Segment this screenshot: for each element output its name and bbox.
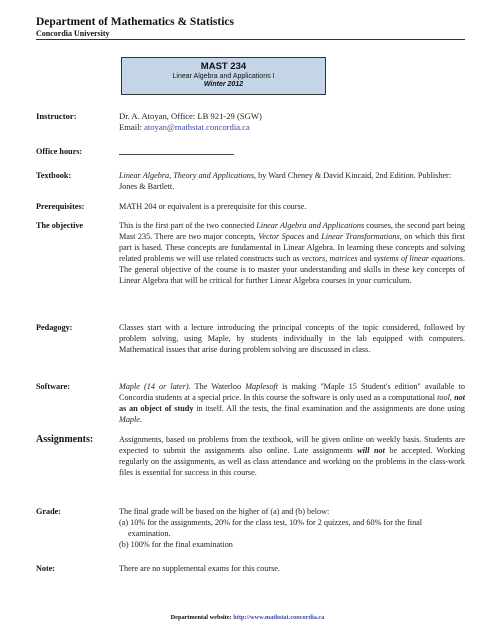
page-footer	[0, 614, 495, 621]
textbook-info	[119, 170, 465, 192]
prerequisites-text: MATH 204 or equivalent is a prerequisite for this course.	[119, 202, 307, 211]
grade-label: Grade:	[36, 507, 62, 516]
objective-text: This is the first part of the two connected Linear Algebra and Applications courses, the second part being Mast 235. There are two major concepts, Vector Spaces and Linear Transformations, on which this first part is based. These concepts are fundamental in Linear Algebra. In learning these concepts and solving related problems we will use related constructs such as vectors, matrices and systems of linear equations. The general objective of the course is to master your understanding and skills in these key concepts of Linear Algebra that will be critical for further Linear Algebra courses in your curriculum.	[119, 221, 466, 285]
office-hours-blank	[119, 146, 465, 158]
objective-label: The objective	[36, 221, 84, 230]
grade-text	[119, 506, 465, 550]
textbook-title: Linear Algebra, Theory and Applications	[119, 171, 255, 180]
pedagogy-text: Classes start with a lecture introducing the principal concepts of the topic considered, followed by problem solving, using Maple, by students individually in the lab equipped with computers. Mathematical issues that arise during problem solving are discussed in class.	[119, 323, 465, 354]
course-code: MAST 234	[200, 61, 247, 72]
prerequisites-label: Prerequisites:	[36, 202, 85, 211]
note-text: There are no supplemental exams for this course.	[119, 564, 280, 573]
university-name: Concordia University	[36, 29, 110, 38]
instructor-label: Instructor:	[36, 111, 77, 121]
grade-intro: The final grade will be based on the higher of (a) and (b) below:	[119, 507, 330, 516]
departmental-website-link[interactable]: http://www.mathstat.concordia.ca	[233, 614, 325, 621]
office-hours-line	[119, 146, 234, 155]
instructor-line: Dr. A. Atoyan, Office: LB 921-29 (SGW)	[119, 111, 262, 121]
textbook-label: Textbook:	[36, 171, 72, 180]
pedagogy-label: Pedagogy:	[36, 323, 73, 332]
software-label: Software:	[36, 382, 70, 391]
instructor-email-link[interactable]: atoyan@mathstat.concordia.ca	[144, 122, 250, 132]
textbook-details: , by Ward Cheney & David Kincaid, 2nd Edition. Publisher: Jones & Bartlett.	[119, 171, 452, 191]
software-text: Maple (14 or later). The Waterloo Maplesoft is making "Maple 15 Student's edition" available to Concordia students at a special price. In this course the software is only used as a computational tool, not as an object of study in itself. All the tests, the final examination and the assignments are done using Maple.	[119, 382, 466, 424]
course-title-box	[121, 57, 326, 95]
office-hours-label: Office hours:	[36, 147, 83, 156]
assignments-text: Assignments, based on problems from the textbook, will be given online on weekly basis. Students are expected to submit the assignments also online. Late assignments will not be accepted. Working regularly on the assignments, as well as class attendance and working on the problems in the class-work files is essential for success in this course.	[119, 435, 465, 477]
department-name: Department of Mathematics & Statistics	[36, 16, 235, 28]
footer-prefix: Departmental website:	[170, 614, 234, 621]
note-label: Note:	[36, 564, 56, 573]
email-prefix: Email:	[119, 122, 145, 132]
header-rule	[36, 39, 465, 40]
grade-option-b: (b) 100% for the final examination	[119, 540, 233, 549]
assignments-label: Assignments:	[36, 434, 94, 445]
page-header	[36, 16, 234, 38]
course-title: Linear Algebra and Applications I	[172, 73, 275, 80]
grade-option-a: (a) 10% for the assignments, 20% for the class test, 10% for 2 quizzes, and 60% for the final examination.	[119, 518, 423, 538]
course-term: Winter 2012	[203, 81, 244, 88]
instructor-info	[119, 111, 465, 133]
